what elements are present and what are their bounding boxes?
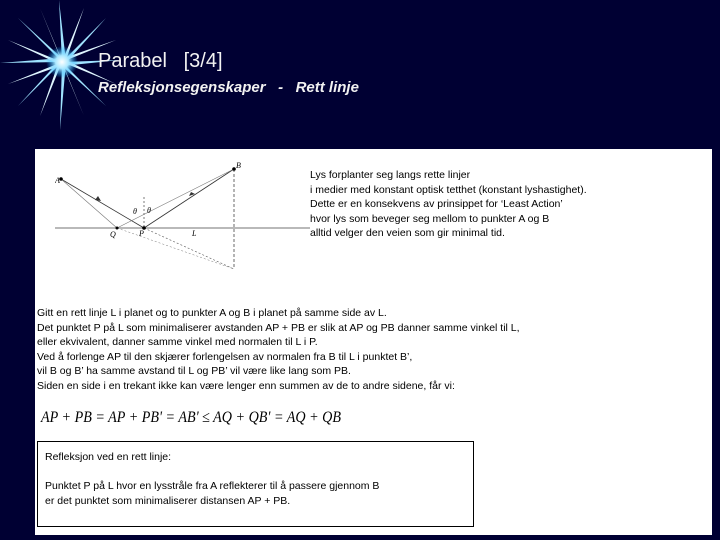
label-q: Q	[110, 230, 116, 239]
note-line: er det punktet som minimaliserer distansen AP + PB.	[45, 495, 291, 507]
ray-aq	[61, 179, 117, 228]
body-line: Ved å forlenge AP til den skjærer forlengelsen av normalen fra B til L i punktet B’,	[37, 350, 413, 363]
ray-q-bprime	[117, 228, 234, 269]
body-text	[37, 306, 520, 394]
inequality-formula	[39, 404, 349, 428]
intro-line: alltid velger den veien som gir minimal tid.	[310, 227, 505, 240]
body-line: vil B og B’ ha samme avstand til L og PB’ vil være like lang som PB.	[37, 365, 351, 378]
intro-line: hvor lys som beveger seg mellom to punkter A og B	[310, 212, 550, 225]
intro-line: i medier med konstant optisk tetthet (konstant lyshastighet).	[310, 183, 587, 196]
reflection-diagram	[55, 157, 315, 277]
slide-subtitle: Refleksjonsegenskaper - Rett linje	[98, 79, 359, 96]
note-line: Punktet P på L hvor en lysstråle fra A reflekterer til å passere gjennom B	[45, 480, 380, 492]
body-line: Siden en side i en trekant ikke kan være lenger enn summen av de to andre sidene, får vi:	[37, 379, 455, 392]
ray-p-bprime	[144, 228, 234, 269]
label-b: B	[236, 161, 241, 170]
formula-text: AP + PB = AP + PB' = AB' ≤ AQ + QB' = AQ + QB	[40, 409, 342, 426]
label-p: P	[139, 229, 144, 238]
intro-text	[310, 168, 587, 241]
ray-pb	[144, 169, 234, 228]
slide-title: Parabel [3/4]	[98, 50, 223, 72]
label-theta-left: θ	[133, 207, 137, 216]
label-a: A	[55, 176, 60, 185]
body-line: Gitt en rett linje L i planet og to punkter A og B i planet på samme side av L.	[37, 307, 387, 319]
content-panel	[35, 149, 712, 535]
label-theta-right: θ	[147, 206, 151, 215]
note-heading: Refleksjon ved en rett linje:	[45, 451, 172, 463]
point-q	[116, 227, 119, 230]
body-line: eller ekvivalent, danner samme vinkel med normalen til L i P.	[37, 336, 318, 349]
body-line: Det punktet P på L som minimaliserer avstanden AP + PB er slik at AP og PB danner samme vinkel til L,	[37, 321, 520, 334]
intro-line: Lys forplanter seg langs rette linjer	[310, 169, 471, 181]
note-box	[37, 441, 474, 527]
arrow-icon	[95, 196, 101, 201]
ray-qb	[117, 169, 234, 228]
intro-line: Dette er en konsekvens av prinsippet for ‘Least Action’	[310, 198, 563, 211]
label-l: L	[192, 229, 197, 238]
